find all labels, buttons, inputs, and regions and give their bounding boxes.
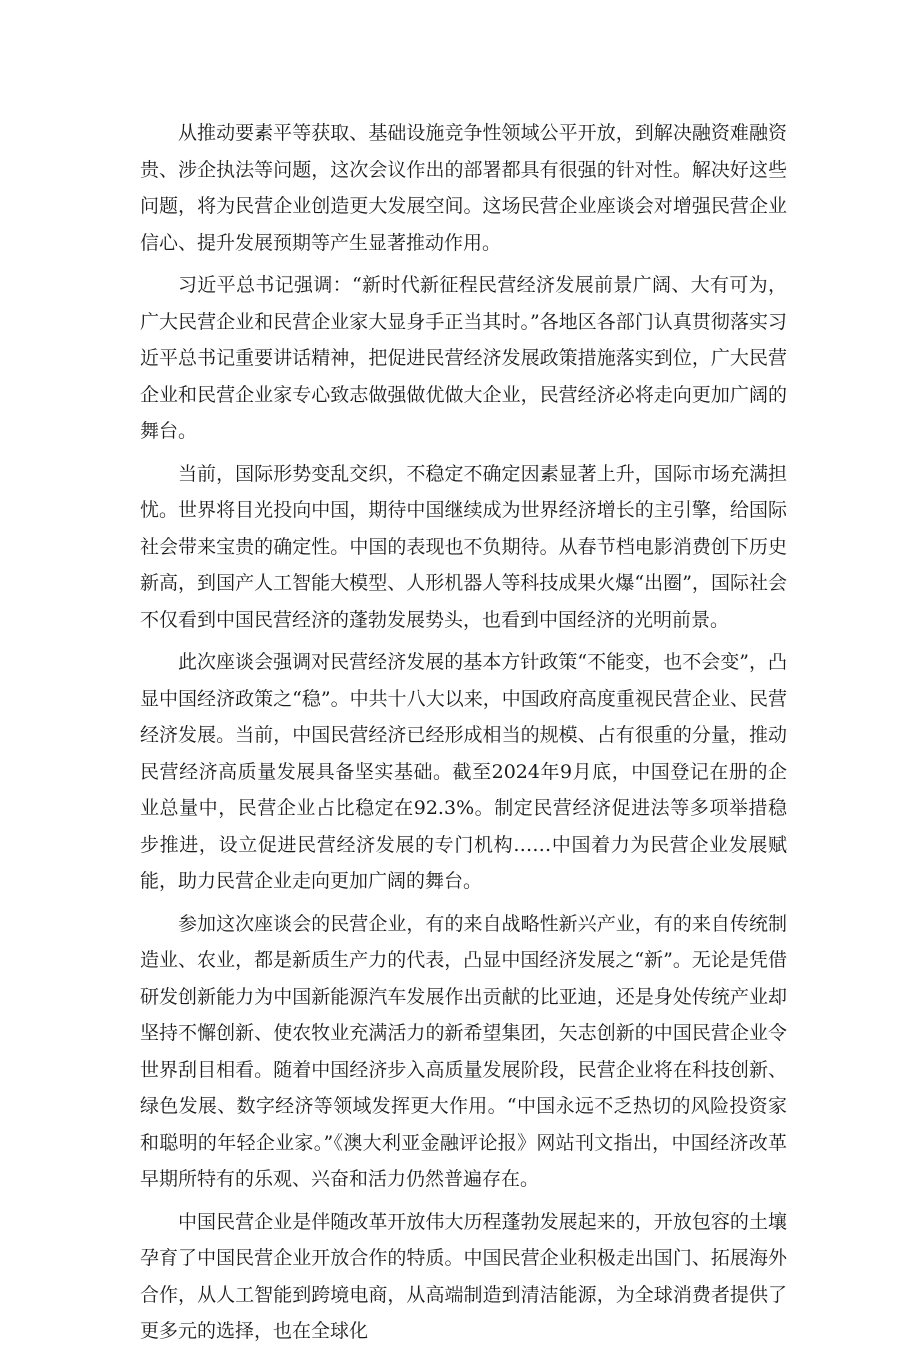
paragraph-4: 此次座谈会强调对民营经济发展的基本方针政策“不能变，也不会变”，凸显中国经济政策之“稳”。中共十八大以来，中国政府高度重视民营企业、民营经济发展。当前，中国民营经济已经形成相当的规模、占有很重的分量，推动民营经济高质量发展具备坚实基础。截至2024年9月底，中国登记在册的企业总量中，民营企业占比稳定在92.3%。制定民营经济促进法等多项举措稳步推进，设立促进民营经济发展的专门机构……中国着力为民营企业发展赋能，助力民营企业走向更加广阔的舞台。	[140, 651, 787, 892]
paragraph-6: 中国民营企业是伴随改革开放伟大历程蓬勃发展起来的，开放包容的土壤孕育了中国民营企业开放合作的特质。中国民营企业积极走出国门、拓展海外合作，从人工智能到跨境电商，从高端制造到清洁能源，为全球消费者提供了更多元的选择，也在全球化	[140, 1210, 787, 1342]
paragraph-2: 习近平总书记强调：“新时代新征程民营经济发展前景广阔、大有可为，广大民营企业和民营企业家大显身手正当其时。”各地区各部门认真贯彻落实习近平总书记重要讲话精神，把促进民营经济发展政策措施落实到位，广大民营企业和民营企业家专心致志做强做优做大企业，民营经济必将走向更加广阔的舞台。	[140, 274, 787, 442]
paragraph-1: 从推动要素平等获取、基础设施竞争性领域公平开放，到解决融资难融资贵、涉企执法等问题，这次会议作出的部署都具有很强的针对性。解决好这些问题，将为民营企业创造更大发展空间。这场民营企业座谈会对增强民营企业信心、提升发展预期等产生显著推动作用。	[140, 122, 787, 254]
paragraph-3: 当前，国际形势变乱交织，不稳定不确定因素显著上升，国际市场充满担忧。世界将目光投向中国，期待中国继续成为世界经济增长的主引擎，给国际社会带来宝贵的确定性。中国的表现也不负期待。从春节档电影消费创下历史新高，到国产人工智能大模型、人形机器人等科技成果火爆“出圈”，国际社会不仅看到中国民营经济的蓬勃发展势头，也看到中国经济的光明前景。	[140, 462, 787, 631]
paragraph-5: 参加这次座谈会的民营企业，有的来自战略性新兴产业，有的来自传统制造业、农业，都是新质生产力的代表，凸显中国经济发展之“新”。无论是凭借研发创新能力为中国新能源汽车发展作出贡献的比亚迪，还是身处传统产业却坚持不懈创新、使农牧业充满活力的新希望集团，矢志创新的中国民营企业令世界刮目相看。随着中国经济步入高质量发展阶段，民营企业将在科技创新、绿色发展、数字经济等领域发挥更大作用。“中国永远不乏热切的风险投资家和聪明的年轻企业家。”《澳大利亚金融评论报》网站刊文指出，中国经济改革早期所特有的乐观、兴奋和活力仍然普遍存在。	[140, 912, 787, 1190]
article-body	[140, 115, 787, 1356]
